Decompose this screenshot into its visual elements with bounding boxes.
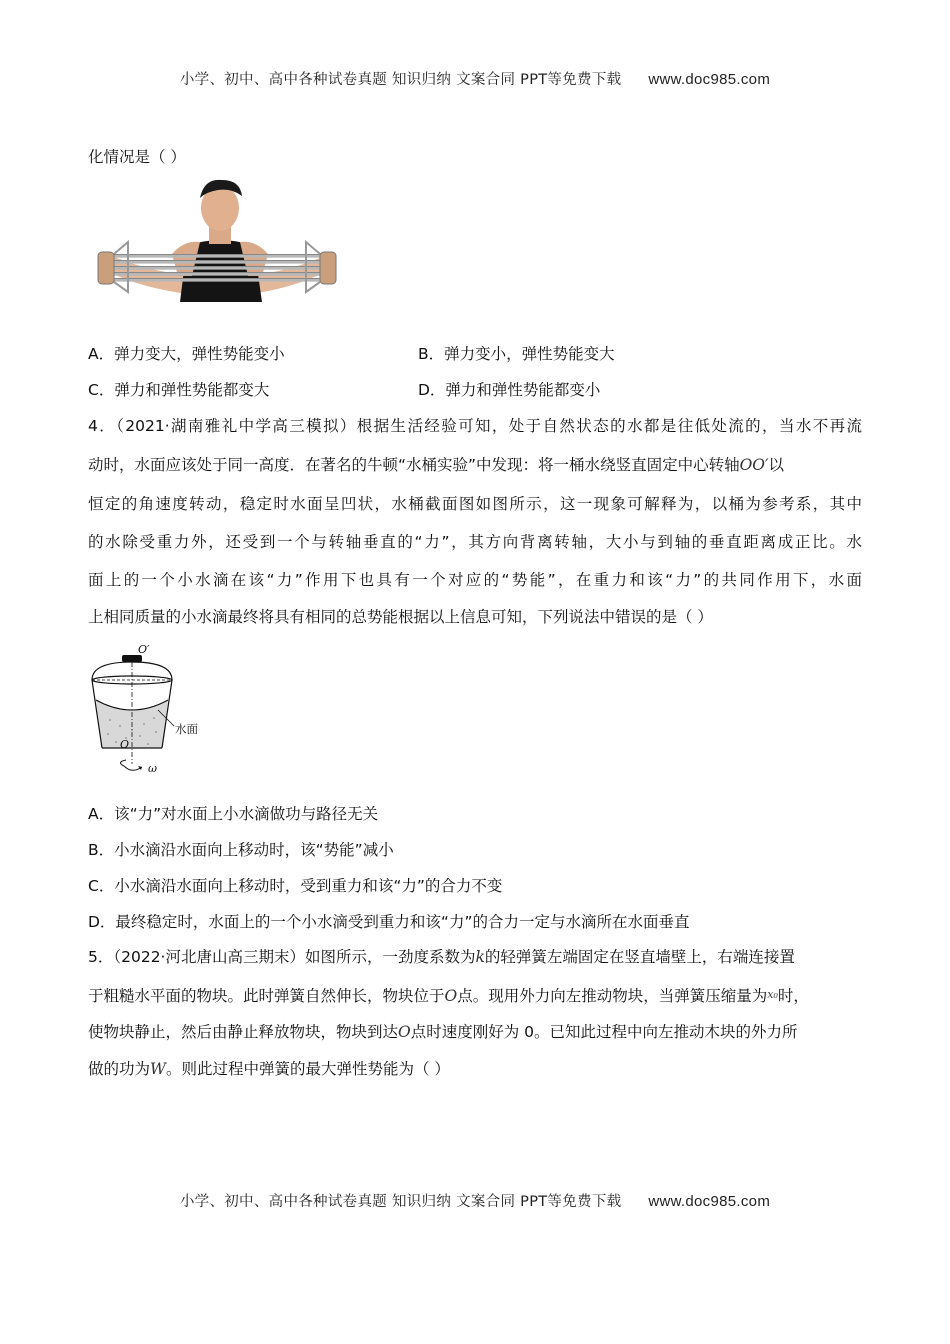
header-text: 小学、初中、高中各种试卷真题 知识归纳 文案合同 PPT等免费下载	[179, 72, 622, 88]
q5-line-3b: 点时速度刚好为 0。已知此过程中向左推动木块的外力所	[410, 1023, 798, 1041]
q4-option-c: C．小水滴沿水面向上移动时，受到重力和该“力”的合力不变	[88, 877, 503, 895]
q5-line-4a: 做的功为	[88, 1060, 151, 1078]
q3-option-c: C．弹力和弹性势能都变大	[88, 381, 270, 399]
q4-line-3: 恒定的角速度转动，稳定时水面呈凹状，水桶截面图如图所示，这一现象可解释为，以桶为参考系，其中	[88, 495, 862, 513]
footer-site: www.doc985.com	[648, 1193, 771, 1210]
q4-line-4: 的水除受重力外，还受到一个与转轴垂直的“力”，其方向背离转轴，大小与到轴的垂直距离成正比。水	[88, 533, 862, 551]
q5-k-symbol: k	[475, 948, 485, 966]
label-water-surface: 水面	[175, 722, 198, 736]
q5-line-3a: 使物块静止，然后由静止释放物块，物块到达	[88, 1023, 399, 1041]
page-header	[0, 68, 950, 89]
footer-text: 小学、初中、高中各种试卷真题 知识归纳 文案合同 PPT等免费下载	[179, 1194, 622, 1210]
q3-option-b: B．弹力变小，弹性势能变大	[418, 345, 615, 363]
q4-line-2a: 动时，水面应该处于同一高度．在著名的牛顿“水桶实验”中发现：将一桶水绕竖直固定中心转轴	[88, 456, 740, 474]
bucket-diagram	[86, 640, 216, 780]
q4-option-a: A．该“力”对水面上小水滴做功与路径无关	[88, 805, 379, 823]
q5-line-4	[88, 1059, 862, 1079]
q4-line-5: 面上的一个小水滴在该“力”作用下也具有一个对应的“势能”，在重力和该“力”的共同作用下，水面	[88, 571, 862, 589]
q5-line-1a: 5．（2022·河北唐山高三期末）如图所示，一劲度系数为	[88, 948, 476, 966]
q5-line-4b: 。则此过程中弹簧的最大弹性势能为（ ）	[165, 1060, 450, 1078]
q5-line-2b: 点。现用外力向左推动物块，当弹簧压缩量为	[457, 987, 768, 1005]
q4-option-b: B．小水滴沿水面向上移动时，该“势能”减小	[88, 841, 394, 859]
page-footer	[0, 1190, 950, 1211]
q5-o-symbol-2: O	[398, 1023, 411, 1041]
q5-line-1	[88, 947, 862, 967]
q5-w-symbol: W	[150, 1060, 166, 1078]
q5-line-2	[88, 985, 862, 1006]
q5-line-1b: 的轻弹簧左端固定在竖直墙壁上，右端连接置	[484, 948, 795, 966]
q4-line-2	[88, 455, 862, 475]
q3-option-a: A．弹力变大，弹性势能变小	[88, 345, 285, 363]
q4-line-6: 上相同质量的小水滴最终将具有相同的总势能根据以上信息可知，下列说法中错误的是（ ）	[88, 608, 713, 626]
q4-line-2b: 以	[768, 456, 785, 474]
q4-axis-symbol: OO′	[739, 456, 769, 474]
q4-line-1: 4．（2021·湖南雅礼中学高三模拟）根据生活经验可知，处于自然状态的水都是往低处流的，当水不再流	[88, 417, 862, 435]
q3-stem-tail: 化情况是（ ）	[88, 148, 186, 166]
q5-line-3	[88, 1022, 862, 1042]
header-site: www.doc985.com	[648, 71, 771, 88]
q5-line-2a: 于粗糙水平面的物块。此时弹簧自然伸长，物块位于	[88, 987, 445, 1005]
q5-line-2c: 时，	[777, 987, 809, 1005]
label-o: O	[120, 738, 130, 751]
label-omega: ω	[148, 762, 157, 775]
q3-option-d: D．弹力和弹性势能都变小	[418, 381, 601, 399]
q4-option-d: D．最终稳定时，水面上的一个小水滴受到重力和该“力”的合力一定与水滴所在水面垂直	[88, 913, 690, 931]
q5-x0-symbol: x₀	[767, 988, 778, 1001]
chest-expander-photo	[92, 176, 342, 302]
label-o-prime: O′	[138, 643, 150, 656]
q5-o-symbol-1: O	[444, 987, 458, 1005]
